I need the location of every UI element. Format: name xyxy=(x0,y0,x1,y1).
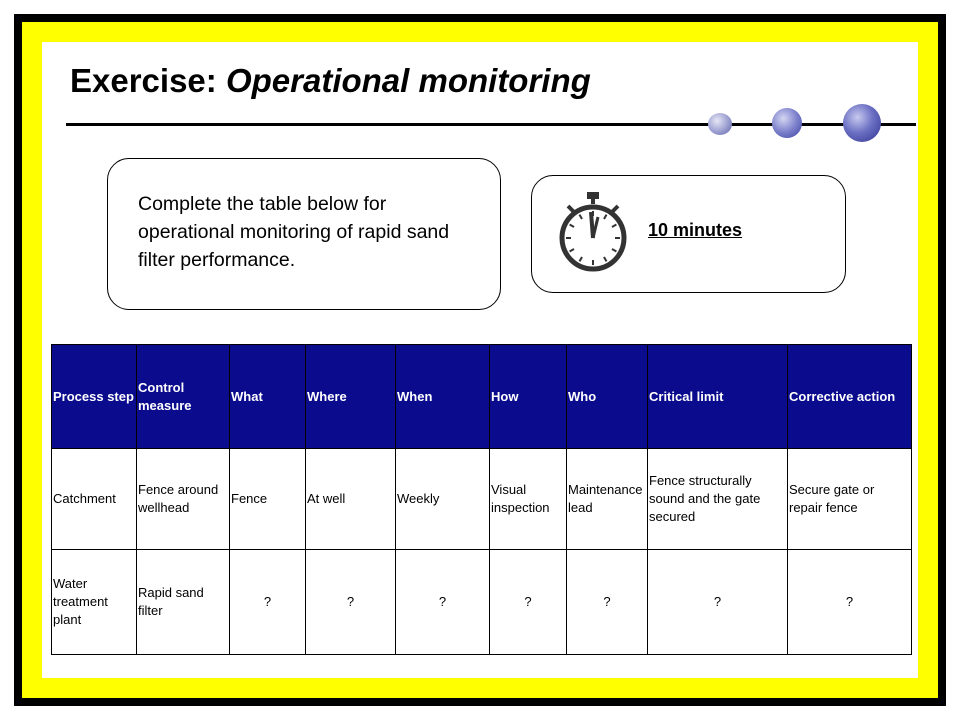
header-control-measure: Control measure xyxy=(137,345,230,449)
table-cell: Weekly xyxy=(396,449,490,550)
question-cell: ? xyxy=(306,550,396,655)
table-cell: Fence structurally sound and the gate secured xyxy=(648,449,788,550)
timer-duration: 10 minutes xyxy=(648,220,743,240)
header-when: When xyxy=(396,345,490,449)
header-process-step: Process step xyxy=(52,345,137,449)
question-cell: ? xyxy=(567,550,648,655)
decorative-dot-medium xyxy=(772,108,802,138)
table-cell: Visual inspection xyxy=(490,449,567,550)
question-cell: ? xyxy=(648,550,788,655)
table-cell: Rapid sand filter xyxy=(137,550,230,655)
instructions-box xyxy=(107,158,501,310)
header-who: Who xyxy=(567,345,648,449)
table-cell: Maintenance lead xyxy=(567,449,648,550)
header-where: Where xyxy=(306,345,396,449)
table-row xyxy=(52,550,912,655)
table-cell: Water treatment plant xyxy=(52,550,137,655)
table-cell: Fence xyxy=(230,449,306,550)
question-cell: ? xyxy=(490,550,567,655)
decorative-dot-small xyxy=(708,113,732,135)
table-cell: Secure gate or repair fence xyxy=(788,449,912,550)
header-critical-limit: Critical limit xyxy=(648,345,788,449)
table-cell: Fence around wellhead xyxy=(137,449,230,550)
stopwatch-icon xyxy=(556,190,630,272)
monitoring-table xyxy=(51,344,912,655)
timer-box xyxy=(531,175,846,293)
header-how: How xyxy=(490,345,567,449)
page-title xyxy=(70,62,591,100)
table-cell: Catchment xyxy=(52,449,137,550)
table-cell: At well xyxy=(306,449,396,550)
title-italic: Operational monitoring xyxy=(225,62,591,99)
decorative-dot-large xyxy=(843,104,881,142)
question-cell: ? xyxy=(396,550,490,655)
header-corrective-action: Corrective action xyxy=(788,345,912,449)
title-bold: Exercise: xyxy=(70,62,217,99)
table-header-row xyxy=(52,345,912,449)
header-what: What xyxy=(230,345,306,449)
question-cell: ? xyxy=(788,550,912,655)
question-cell: ? xyxy=(230,550,306,655)
table-row xyxy=(52,449,912,550)
instructions-text: Complete the table below for operational monitoring of rapid sand filter performance. xyxy=(138,193,450,271)
